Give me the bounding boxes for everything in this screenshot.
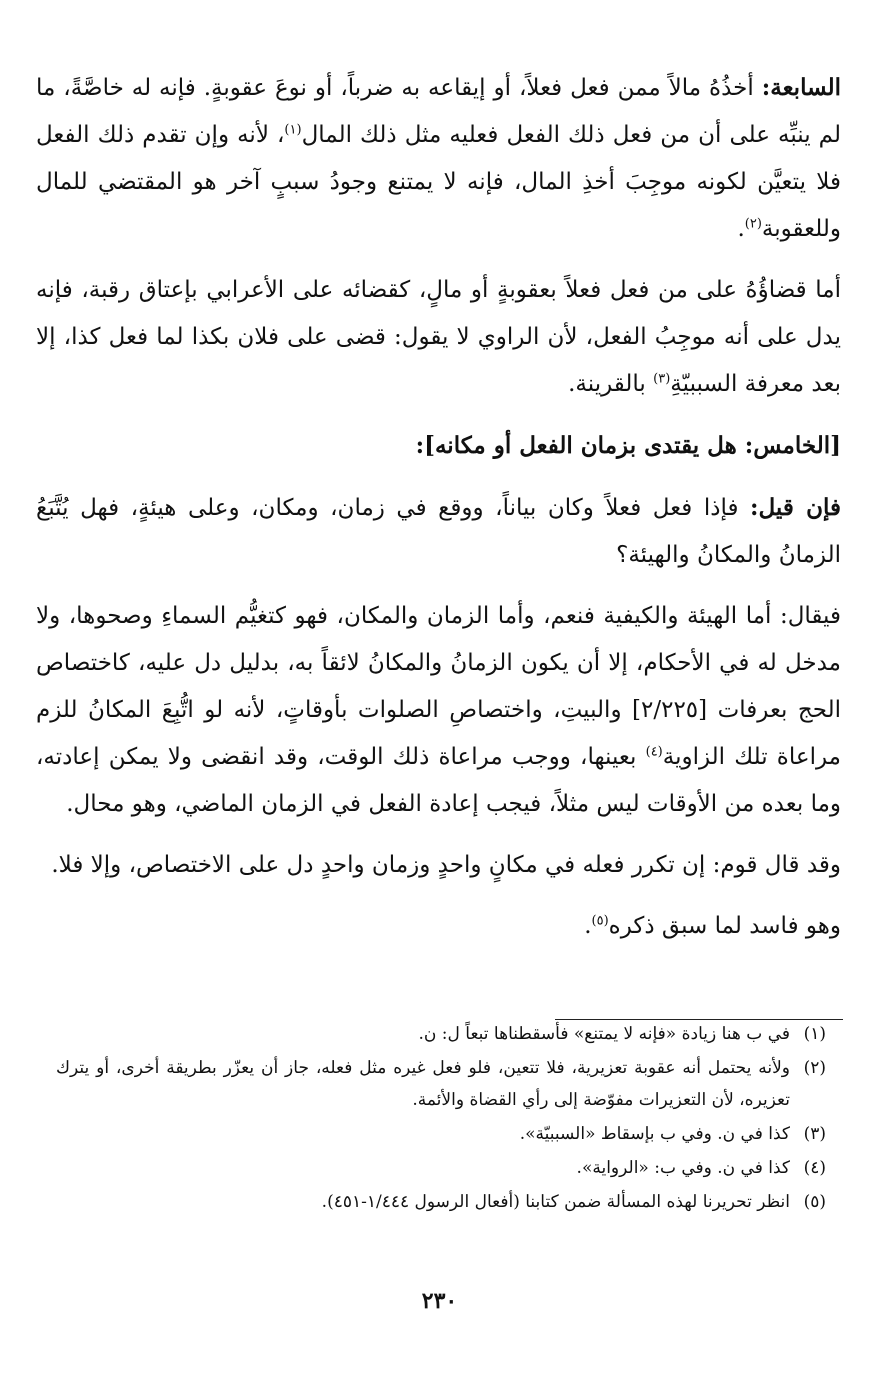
footnote-number: (٥) xyxy=(803,1192,826,1212)
footnote-number: (٣) xyxy=(803,1124,826,1144)
page-number: ٢٣٠ xyxy=(421,1288,458,1314)
footnote-text: انظر تحريرنا لهذه المسألة ضمن كتابنا (أفعال الرسول ١/٤٤٤-٤٥١). xyxy=(321,1192,790,1212)
footnote xyxy=(56,1186,826,1218)
paragraph-text: وهو فاسد لما سبق ذكره xyxy=(608,913,841,939)
footnote-ref[interactable]: (١) xyxy=(284,122,302,138)
paragraph-text: وقد قال قوم: إن تكرر فعله في مكانٍ واحدٍ وزمان واحدٍ دل على الاختصاص، وإلا فلا. xyxy=(51,852,841,878)
paragraph-text: فإذا فعل فعلاً وكان بياناً، ووقع في زمان، ومكان، وعلى هيئةٍ، فهل يُتَّبَعُ الزمانُ والمكانُ والهيئة؟ xyxy=(36,495,841,568)
footnote-ref[interactable]: (٣) xyxy=(653,371,671,387)
footnote-ref[interactable]: (٢) xyxy=(744,216,762,232)
paragraph xyxy=(36,593,841,828)
paragraph-lead: السابعة: xyxy=(761,74,841,101)
footnotes xyxy=(56,1018,826,1220)
footnote xyxy=(56,1152,826,1184)
footnote-text: في ب هنا زيادة «فإنه لا يمتنع» فأسقطناها تبعاً ل: ن. xyxy=(418,1024,790,1044)
paragraph xyxy=(36,903,841,950)
paragraph-text: ، لأنه وإن تقدم ذلك الفعل فلا يتعيَّن لكونه موجِبَ أخذِ المال، فإنه لا يمتنع وجودُ سببٍ آخر هو المقتضي للمال وللعقوبة xyxy=(36,122,841,242)
paragraph-text: . xyxy=(584,913,592,939)
footnote xyxy=(56,1118,826,1150)
paragraph-lead: فإن قيل: xyxy=(750,494,842,521)
footnote-number: (١) xyxy=(803,1024,826,1044)
paragraph-text: أما قضاؤُهُ على من فعل فعلاً بعقوبةٍ أو مالٍ، كقضائه على الأعرابي بإعتاق رقبة، فإنه يدل على أنه موجِبُ الفعل، لأن الراوي لا يقول: قضى على فلان بكذا لما فعل كذا، إلا بعد معرفة السببيّةِ xyxy=(36,277,841,397)
footnote xyxy=(56,1052,826,1116)
paragraph-lead: [الخامس: هل يقتدى بزمان الفعل أو مكانه]: xyxy=(415,432,841,459)
footnote-text: ولأنه يحتمل أنه عقوبة تعزيرية، فلا تتعين، فلو فعل غيره مثل فعله، جاز أن يعزّر بطريقة أخرى، أو يترك تعزيره، لأن التعزيرات مفوّضة إلى رأي القضاة والأئمة. xyxy=(56,1058,790,1110)
footnote-text: كذا في ن. وفي ب بإسقاط «السببيّة». xyxy=(519,1124,790,1144)
paragraph xyxy=(36,267,841,408)
paragraph xyxy=(36,422,841,470)
paragraph-text: . xyxy=(737,216,745,242)
footnote-ref[interactable]: (٥) xyxy=(591,913,609,929)
footnote-number: (٤) xyxy=(803,1158,826,1178)
paragraph-text: بعينها، ووجب مراعاة ذلك الوقت، وقد انقضى ولا يمكن إعادته، وما بعده من الأوقات ليس مثلاً، فيجب إعادة الفعل في الزمان الماضي، وهو محال. xyxy=(36,744,841,817)
footnote-number: (٢) xyxy=(803,1058,826,1078)
paragraph-text: بالقرينة. xyxy=(568,371,654,397)
paragraph xyxy=(36,64,841,253)
paragraph xyxy=(36,842,841,889)
paragraph-text: أخذُهُ مالاً ممن فعل فعلاً، أو إيقاعه به ضرباً، أو نوعَ عقوبةٍ. فإنه له خاصَّةً، ما لم ينبِّه على أن من فعل ذلك الفعل فعليه مثل ذلك المال xyxy=(36,75,841,148)
main-text xyxy=(36,64,841,964)
footnote-text: كذا في ن. وفي ب: «الرواية». xyxy=(576,1158,790,1178)
footnote xyxy=(56,1018,826,1050)
paragraph-text: فيقال: أما الهيئة والكيفية فنعم، وأما الزمان والمكان، فهو كتغيُّم السماءِ وصحوها، ولا مدخل له في الأحكام، إلا أن يكون الزمانُ والمكانُ لائقاً به، بدليل دل عليه، كاختصاص الحج بعرفات [٢/٢٢٥] والبيتِ، واختصاصِ الصلوات بأوقاتٍ، لأنه لو اتُّبِعَ المكانُ للزم مراعاة تلك الزاوية xyxy=(36,603,842,770)
footnote-ref[interactable]: (٤) xyxy=(645,744,663,760)
paragraph xyxy=(36,484,841,579)
